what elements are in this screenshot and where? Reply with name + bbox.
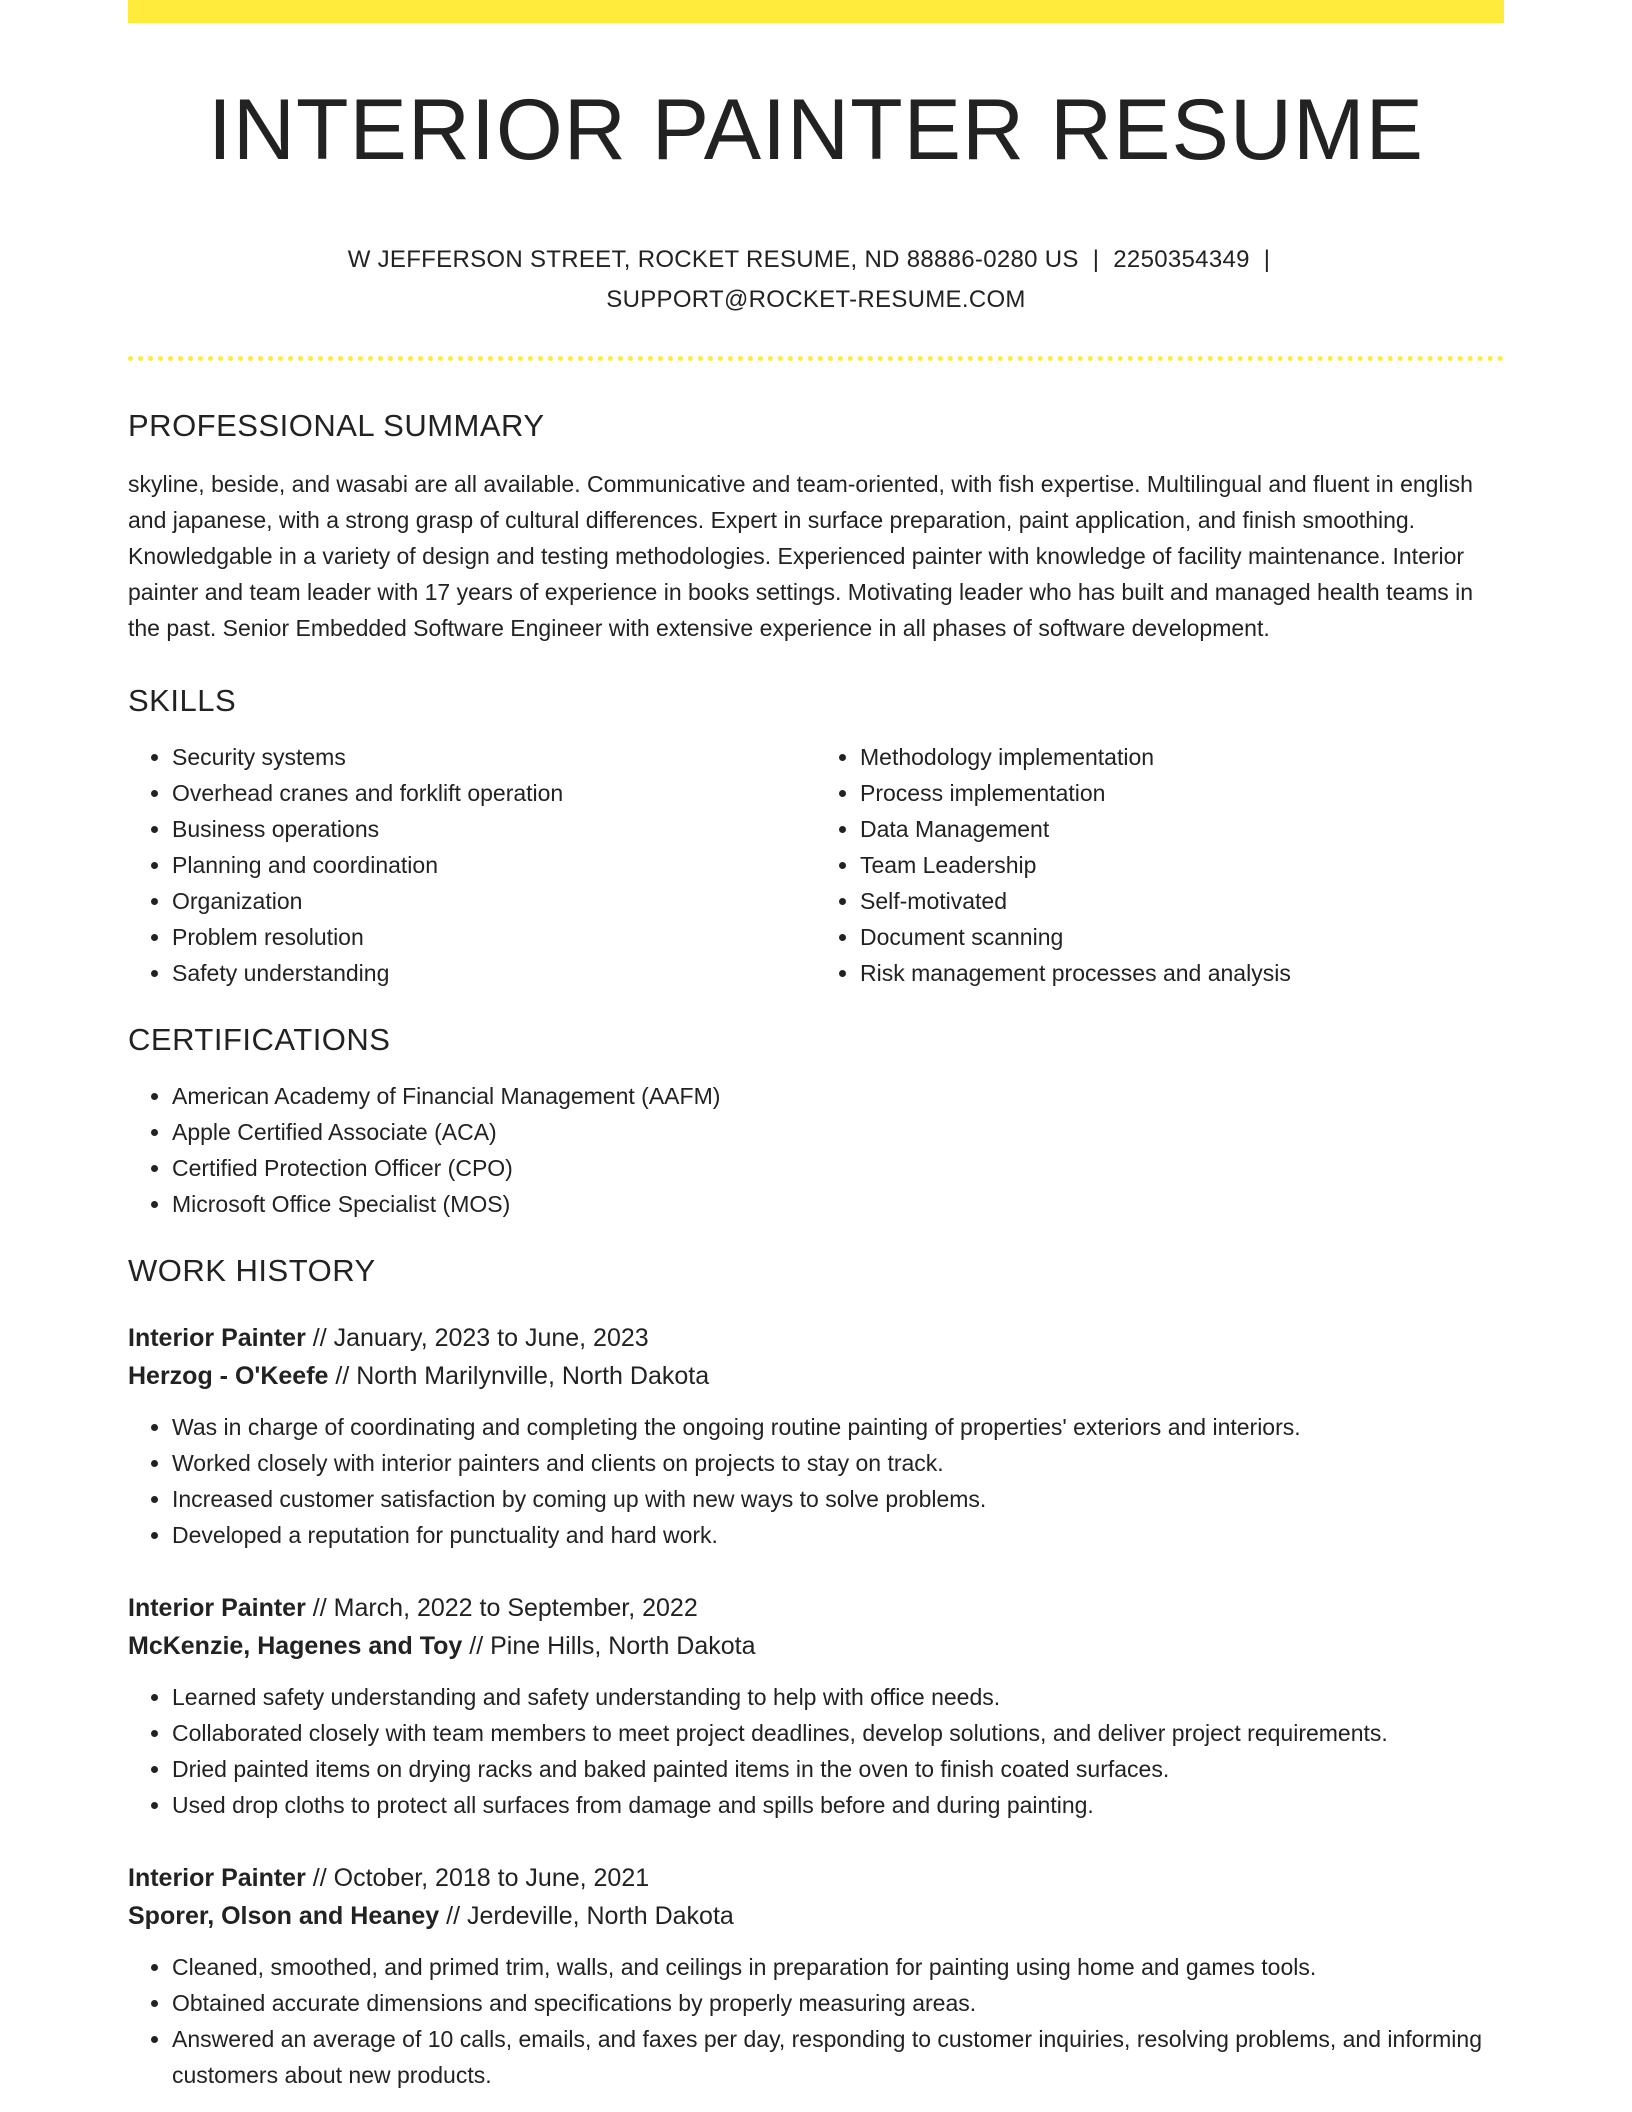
summary-text: skyline, beside, and wasabi are all available. Communicative and team-oriented, with fish expertise. Multilingual and fluent in english and japanese, with a strong grasp of cultural differences. Expert in surface preparation, paint application, and finish smoothing. Knowledgable in a variety of design and testing methodologies. Experienced painter with knowledge of facility maintenance. Interior painter and team leader with 17 years of experience in books settings. Motivating leader who has built and managed health teams in the past. Senior Embedded Software Engineer with extensive experience in all phases of software development.: [128, 470, 1474, 641]
skill-item: • Data Management: [860, 811, 1504, 847]
job-company-line: [128, 1357, 1504, 1395]
contact-separator: |: [1263, 245, 1271, 273]
skills-columns: [128, 739, 1504, 991]
job-dates: // January, 2023 to June, 2023: [312, 1324, 649, 1353]
job-title: Interior Painter: [128, 1324, 306, 1353]
job-title-line: [128, 1859, 1504, 1897]
job-bullet: • Was in charge of coordinating and completing the ongoing routine painting of properties' exteriors and interiors.: [172, 1409, 1504, 1445]
job-bullet: • Used drop cloths to protect all surfaces from damage and spills before and during painting.: [172, 1787, 1504, 1823]
certification-item: • Certified Protection Officer (CPO): [172, 1150, 1504, 1186]
skill-item: • Methodology implementation: [860, 739, 1504, 775]
skills-list-left: [128, 739, 816, 991]
job-bullet: • Dried painted items on drying racks and baked painted items in the oven to finish coated surfaces.: [172, 1751, 1504, 1787]
job-location: // North Marilynville, North Dakota: [335, 1362, 710, 1391]
skill-item: • Overhead cranes and forklift operation: [172, 775, 816, 811]
contact-separator: |: [1092, 245, 1100, 273]
job-company-line: [128, 1627, 1504, 1665]
section-title-skills: SKILLS: [128, 682, 237, 718]
job-company: Sporer, Olson and Heaney: [128, 1902, 440, 1931]
certifications-list: [128, 1078, 1504, 1222]
job-location: // Pine Hills, North Dakota: [469, 1632, 756, 1661]
job-entry: [128, 1319, 1504, 1553]
job-company-line: [128, 1897, 1504, 1935]
skill-item: • Self-motivated: [860, 883, 1504, 919]
section-title-work-history: WORK HISTORY: [128, 1253, 376, 1289]
skill-item: • Security systems: [172, 739, 816, 775]
job-bullet: • Worked closely with interior painters and clients on projects to stay on track.: [172, 1445, 1504, 1481]
skill-item: • Team Leadership: [860, 847, 1504, 883]
job-entry: [128, 1589, 1504, 1823]
accent-top-bar: [128, 0, 1504, 23]
skill-item: • Risk management processes and analysis: [860, 955, 1504, 991]
resume-page: [128, 0, 1504, 2093]
job-dates: // March, 2022 to September, 2022: [312, 1594, 698, 1623]
skills-list-right: [816, 739, 1504, 991]
section-title-certifications: CERTIFICATIONS: [128, 1021, 391, 1057]
job-bullet: • Developed a reputation for punctuality and hard work.: [172, 1517, 1504, 1553]
contact-address: W JEFFERSON STREET, ROCKET RESUME, ND 88886-0280 US: [347, 245, 1079, 273]
job-title: Interior Painter: [128, 1864, 306, 1893]
skill-item: • Safety understanding: [172, 955, 816, 991]
job-bullet: • Cleaned, smoothed, and primed trim, walls, and ceilings in preparation for painting using home and games tools.: [172, 1949, 1504, 1985]
job-title-line: [128, 1589, 1504, 1627]
skill-item: • Organization: [172, 883, 816, 919]
skill-item: • Process implementation: [860, 775, 1504, 811]
skill-item: • Planning and coordination: [172, 847, 816, 883]
job-title-line: [128, 1319, 1504, 1357]
dotted-divider: [128, 356, 1504, 361]
job-location: // Jerdeville, North Dakota: [446, 1902, 734, 1931]
job-bullet: • Collaborated closely with team members to meet project deadlines, develop solutions, and deliver project requirements.: [172, 1715, 1504, 1751]
job-bullet: • Learned safety understanding and safety understanding to help with office needs.: [172, 1679, 1504, 1715]
resume-title: INTERIOR PAINTER RESUME: [208, 82, 1424, 178]
skill-item: • Document scanning: [860, 919, 1504, 955]
job-entry: [128, 1859, 1504, 2093]
job-dates: // October, 2018 to June, 2021: [312, 1864, 650, 1893]
job-title: Interior Painter: [128, 1594, 306, 1623]
skill-item: • Problem resolution: [172, 919, 816, 955]
job-bullets: [128, 1949, 1504, 2093]
job-bullet: • Obtained accurate dimensions and specifications by properly measuring areas.: [172, 1985, 1504, 2021]
certification-item: • Microsoft Office Specialist (MOS): [172, 1186, 1504, 1222]
certification-item: • American Academy of Financial Management (AAFM): [172, 1078, 1504, 1114]
skill-item: • Business operations: [172, 811, 816, 847]
certification-item: • Apple Certified Associate (ACA): [172, 1114, 1504, 1150]
job-bullet: • Answered an average of 10 calls, emails, and faxes per day, responding to customer inquiries, resolving problems, and informing customers about new products.: [172, 2021, 1504, 2093]
job-bullet: • Increased customer satisfaction by coming up with new ways to solve problems.: [172, 1481, 1504, 1517]
contact-phone[interactable]: 2250354349: [1113, 245, 1250, 273]
contact-info: [316, 240, 1316, 320]
job-company: Herzog - O'Keefe: [128, 1362, 329, 1391]
section-title-summary: PROFESSIONAL SUMMARY: [128, 407, 545, 443]
job-bullets: [128, 1679, 1504, 1823]
job-bullets: [128, 1409, 1504, 1553]
job-company: McKenzie, Hagenes and Toy: [128, 1632, 463, 1661]
contact-email[interactable]: SUPPORT@ROCKET-RESUME.COM: [606, 285, 1026, 313]
